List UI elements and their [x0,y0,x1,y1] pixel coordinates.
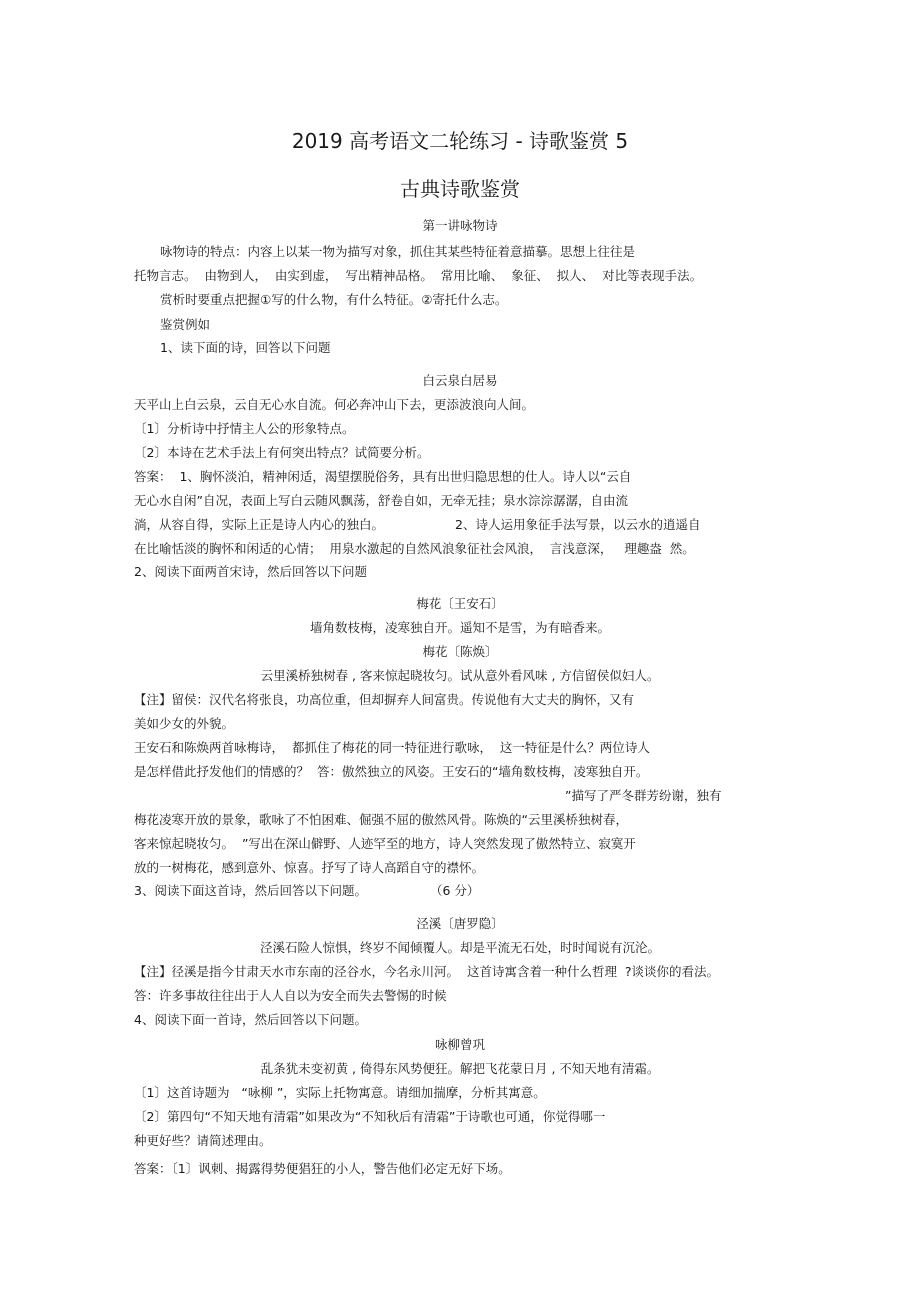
poem1-question-1: 〔1〕分析诗中抒情主人公的形象特点。 [134,421,355,436]
poem4-text: 乱条犹未变初黄 , 倚得东风势便狂。解把飞花蒙日月 , 不知天地有清霜。 [260,1061,660,1076]
q2-answer-line-3: ”描写了严冬群芳纷谢，独有 [565,788,722,803]
poem2b-text: 云里溪桥独树春 , 客来惊起晓妆匀。试从意外看风味 , 方信留侯似妇人。 [260,668,660,683]
question-3-prompt: 3、阅读下面这首诗，然后回答以下问题。 [134,883,367,898]
q2-answer-line-4: 梅花凌寒开放的景象，歌咏了不怕困难、倔强不屈的傲然风骨。陈焕的“云里溪桥独树春， [134,812,628,827]
q2-note-line-2: 美如少女的外貌。 [134,716,235,731]
poem1-answer-line-3: 淌，从容自得，实际上正是诗人内心的独白。 [134,517,385,532]
document-subtitle: 古典诗歌鉴赏 [400,177,520,201]
poem1-answer-line-2: 无心水自闲”自况，表面上写白云随风飘荡，舒卷自如，无牵无挂；泉水淙淙潺潺，自由流 [134,493,628,508]
poem1-answer-line-3b: 2、诗人运用象征手法写景，以云水的逍遥自 [455,517,701,532]
poem3-title: 泾溪〔唐罗隐〕 [416,916,504,931]
q2-answer-line-6: 放的一树梅花，感到意外、惊喜。抒写了诗人高蹈自守的襟怀。 [134,860,485,875]
document-title: 2019 高考语文二轮练习 - 诗歌鉴赏 5 [291,129,629,153]
question-3-points: （6 分） [430,883,480,898]
q3-note: 【注】径溪是指今甘肃天水市东南的泾谷水，今名永川河。 这首诗寓含着一种什么哲理 ?谈谈你的看法。 [134,964,720,979]
intro-paragraph-2: 赏析时要重点把握①写的什么物，有什么特征。②寄托什么志。 [160,292,508,307]
intro-paragraph-1-cont: 托物言志。 由物到人， 由实到虚， 写出精神品格。 常用比喻、 象征、 拟人、 对比等表现手法。 [134,268,703,283]
question-1-prompt: 1、读下面的诗，回答以下问题 [160,340,331,355]
question-4-prompt: 4、阅读下面一首诗，然后回答以下问题。 [134,1012,367,1027]
q2-question-line-1: 王安石和陈焕两首咏梅诗， 都抓住了梅花的同一特征进行歌咏， 这一特征是什么？两位诗人 [134,740,650,755]
poem1-answer-line-1: 答案： 1、胸怀淡泊，精神闲适，渴望摆脱俗务，具有出世归隐思想的仕人。诗人以“云自 [134,469,632,484]
q2-answer-line-5: 客来惊起晓妆匀。 ”写出在深山僻野、人迹罕至的地方，诗人突然发现了傲然特立、寂寞开 [134,836,636,851]
q2-note-line-1: 【注】留侯：汉代名将张良，功高位重，但却摒弃人间富贵。传说他有大丈夫的胸怀，又有 [134,692,635,707]
poem1-answer-line-4: 在比喻恬淡的胸怀和闲适的心情； 用泉水激起的自然风浪象征社会风浪， 言浅意深， 理趣盎 然。 [134,541,695,556]
q2-question-line-2: 是怎样借此抒发他们的情感的？ 答：傲然独立的风姿。王安石的“墙角数枝梅，凌寒独自开。 [134,764,649,779]
q4-subquestion-2-line-1: 〔2〕第四句“不知天地有清霜”如果改为“不知秋后有清霜”于诗歌也可通，你觉得哪一 [134,1109,606,1124]
poem2b-title: 梅花〔陈焕〕 [422,644,498,659]
poem1-question-2: 〔2〕本诗在艺术手法上有何突出特点？试简要分析。 [134,445,430,460]
intro-paragraph-1: 咏物诗的特点：内容上以某一物为描写对象，抓住其某些特征着意描摹。思想上往往是 [160,244,636,259]
q3-answer: 答：许多事故往往出于人人自以为安全而失去警惕的时候 [134,988,447,1003]
poem1-title: 白云泉白居易 [422,373,498,388]
q4-subquestion-1: 〔1〕这首诗题为 “咏柳 ”，实际上托物寓意。请细加揣摩，分析其寓意。 [134,1085,546,1100]
poem1-text: 天平山上白云泉，云自无心水自流。何必奔冲山下去，更添波浪向人间。 [134,397,535,412]
intro-paragraph-3: 鉴赏例如 [160,317,211,332]
q4-answer: 答案：〔1〕讽刺、揭露得势便猖狂的小人，警告他们必定无好下场。 [134,1161,511,1176]
poem2a-text: 墙角数枝梅，凌寒独自开。遥知不是雪，为有暗香来。 [309,620,610,635]
poem4-title: 咏柳曾巩 [434,1037,485,1052]
poem3-text: 泾溪石险人惊惧，终岁不闻倾覆人。却是平流无石处，时时闻说有沉沦。 [259,940,660,955]
question-2-prompt: 2、阅读下面两首宋诗，然后回答以下问题 [134,564,367,579]
poem2a-title: 梅花〔王安石〕 [416,596,504,611]
q4-subquestion-2-line-2: 种更好些？请简述理由。 [134,1133,272,1148]
lecture-title: 第一讲咏物诗 [422,218,498,233]
